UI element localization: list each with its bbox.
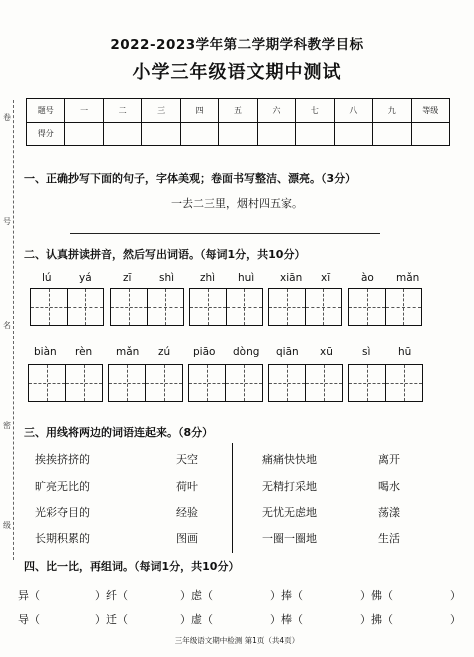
- compare-char[interactable]: ）拂（: [360, 613, 393, 626]
- score-input-cell[interactable]: [296, 122, 334, 146]
- exam-title-line1: 2022-2023学年第二学期学科教学目标: [110, 37, 364, 53]
- compare-char[interactable]: ）棒（: [270, 613, 303, 626]
- score-cell: 八: [334, 99, 372, 123]
- score-cell: 三: [142, 99, 180, 123]
- compare-char[interactable]: ）迁（: [95, 613, 128, 626]
- match-left-target[interactable]: 荷叶: [176, 480, 198, 493]
- section4-heading: 四、比一比，再组词。（每词1分，共10分）: [24, 560, 240, 573]
- word-writing-grid[interactable]: [28, 364, 103, 402]
- word-writing-grid[interactable]: [108, 364, 183, 402]
- compare-close-paren: ）: [450, 613, 461, 626]
- compare-char[interactable]: ）捧（: [270, 589, 303, 602]
- score-input-cell[interactable]: [334, 122, 372, 146]
- word-writing-grid[interactable]: [268, 364, 343, 402]
- match-right-target[interactable]: 喝水: [378, 480, 400, 493]
- score-cell: 一: [65, 99, 103, 123]
- pinyin-label: zú: [158, 346, 171, 358]
- score-cell: 四: [180, 99, 218, 123]
- copy-writing-line[interactable]: [70, 233, 380, 234]
- match-left-target[interactable]: 天空: [176, 453, 198, 466]
- score-input-cell[interactable]: [65, 122, 103, 146]
- compare-char[interactable]: ）纤（: [95, 589, 128, 602]
- word-writing-grid[interactable]: [348, 288, 422, 326]
- match-right-word[interactable]: 无精打采地: [262, 480, 317, 493]
- sidebar-mark: 名: [3, 321, 11, 330]
- pinyin-label: xū: [320, 346, 333, 358]
- word-writing-grid[interactable]: [348, 364, 423, 402]
- score-input-cell[interactable]: [219, 122, 257, 146]
- pinyin-label: mǎn: [116, 346, 140, 358]
- pinyin-label: biàn: [34, 346, 57, 358]
- copy-sentence: 一去二三里，烟村四五家。: [171, 197, 303, 210]
- pinyin-label: mǎn: [396, 272, 420, 284]
- exam-title-line2: 小学三年级语文期中测试: [132, 62, 342, 83]
- pinyin-label: dòng: [233, 346, 260, 358]
- match-left-word[interactable]: 挨挨挤挤的: [35, 453, 90, 466]
- pinyin-label: qiān: [276, 346, 299, 358]
- sidebar-mark: 卷: [3, 113, 11, 122]
- pinyin-label: sì: [362, 346, 371, 358]
- section2-heading: 二、认真拼读拼音，然后写出词语。（每词1分，共10分）: [24, 248, 306, 261]
- score-table: [26, 98, 450, 146]
- match-right-word[interactable]: 无忧无虑地: [262, 506, 317, 519]
- compare-char[interactable]: ）佛（: [360, 589, 393, 602]
- score-cell: 六: [257, 99, 295, 123]
- pinyin-label: zī: [123, 272, 132, 284]
- pinyin-label: yá: [79, 272, 92, 284]
- pinyin-label: xiān: [280, 272, 303, 284]
- section1-heading: 一、正确抄写下面的句子，字体美观；卷面书写整洁、漂亮。（3分）: [24, 172, 357, 185]
- match-right-target[interactable]: 离开: [378, 453, 400, 466]
- pinyin-label: zhì: [200, 272, 216, 284]
- section3-heading: 三、用线将两边的词语连起来。（8分）: [24, 426, 214, 439]
- score-table-score-row: [27, 122, 450, 146]
- compare-close-paren: ）: [450, 589, 461, 602]
- score-input-cell[interactable]: [142, 122, 180, 146]
- sidebar-mark: 密: [3, 421, 11, 430]
- pinyin-label: xī: [321, 272, 331, 284]
- score-cell: 五: [219, 99, 257, 123]
- match-right-target[interactable]: 荡漾: [378, 506, 400, 519]
- match-left-word[interactable]: 光彩夺目的: [35, 506, 90, 519]
- score-input-cell[interactable]: [257, 122, 295, 146]
- word-writing-grid[interactable]: [110, 288, 184, 326]
- pinyin-label: shì: [159, 272, 175, 284]
- match-right-word[interactable]: 一圈一圈地: [262, 532, 317, 545]
- score-cell: 题号: [27, 99, 65, 123]
- pinyin-label: rèn: [75, 346, 93, 358]
- binding-dashed-line: [13, 100, 14, 560]
- compare-char[interactable]: ）虚（: [180, 613, 213, 626]
- compare-char[interactable]: ）虑（: [180, 589, 213, 602]
- word-writing-grid[interactable]: [30, 288, 104, 326]
- word-writing-grid[interactable]: [189, 288, 263, 326]
- pinyin-label: lú: [42, 272, 52, 284]
- compare-char: 异（: [18, 589, 40, 602]
- matching-divider: [232, 443, 233, 553]
- score-input-cell[interactable]: [103, 122, 141, 146]
- match-left-target[interactable]: 经验: [176, 506, 198, 519]
- score-row-label: 得分: [27, 122, 65, 146]
- score-input-cell[interactable]: [373, 122, 411, 146]
- score-input-cell[interactable]: [180, 122, 218, 146]
- score-input-cell[interactable]: [411, 122, 449, 146]
- match-left-word[interactable]: 长期积累的: [35, 532, 90, 545]
- score-cell: 二: [103, 99, 141, 123]
- pinyin-label: huì: [238, 272, 255, 284]
- sidebar-mark: 号: [3, 217, 11, 226]
- score-cell: 七: [296, 99, 334, 123]
- match-right-word[interactable]: 痛痛快快地: [262, 453, 317, 466]
- word-writing-grid[interactable]: [188, 364, 263, 402]
- score-cell: 等级: [411, 99, 449, 123]
- sidebar-mark: 级: [3, 521, 11, 530]
- compare-char: 导（: [18, 613, 40, 626]
- pinyin-label: ào: [361, 272, 374, 284]
- pinyin-label: piāo: [193, 346, 216, 358]
- score-cell: 九: [373, 99, 411, 123]
- score-table-header-row: [27, 99, 450, 123]
- match-right-target[interactable]: 生活: [378, 532, 400, 545]
- page-footer: 三年级语文期中检测 第1页（共4页）: [174, 636, 300, 645]
- match-left-target[interactable]: 图画: [176, 532, 198, 545]
- pinyin-label: hū: [398, 346, 412, 358]
- match-left-word[interactable]: 旷亮无比的: [35, 480, 90, 493]
- word-writing-grid[interactable]: [268, 288, 342, 326]
